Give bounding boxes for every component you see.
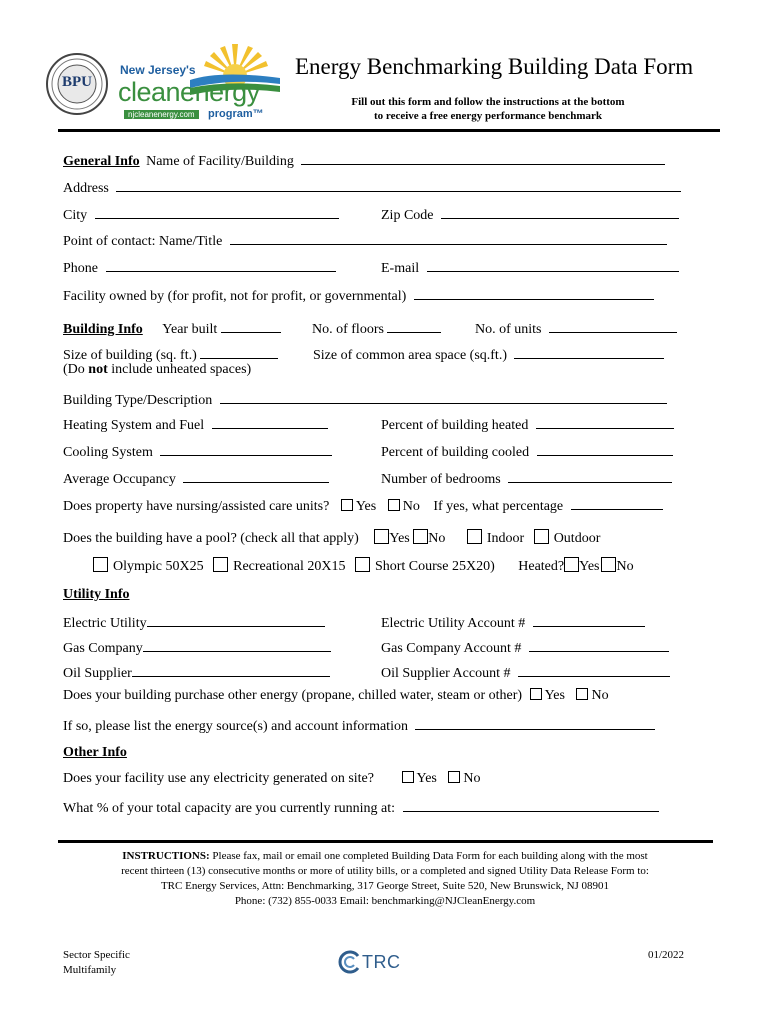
onsite-row [63,771,481,787]
occupancy-field[interactable] [183,468,329,483]
address-row [63,177,681,197]
oil-label: Oil Supplier [63,666,132,681]
zip-field[interactable] [441,204,679,219]
electric-row [63,612,325,632]
trc-logo-text: TRC [362,952,401,972]
size-field[interactable] [200,344,278,359]
year-built-label: Year built [162,322,218,337]
onsite-question: Does your facility use any electricity generated on site? [63,771,374,786]
bedrooms-row [381,468,672,488]
common-area-label: Size of common area space (sq.ft.) [313,348,507,363]
energy-source-label: If so, please list the energy source(s) and account information [63,719,408,734]
nursing-question: Does property have nursing/assisted care units? [63,499,330,514]
size-note-bold: not [88,362,108,377]
oil-row [63,662,330,682]
pool-outdoor-label: Outdoor [553,531,601,546]
heated-no-label: No [616,559,634,574]
electric-acct-field[interactable] [533,612,645,627]
nursing-percentage-field[interactable] [571,495,663,510]
email-label: E-mail [381,261,420,276]
size-note-pre: (Do [63,362,89,377]
recreational-label: Recreational 20X15 [233,559,346,574]
email-field[interactable] [427,257,679,272]
electric-field[interactable] [147,612,325,627]
phone-label: Phone [63,261,98,276]
units-label: No. of units [475,322,542,337]
other-energy-no-label: No [591,688,609,703]
common-area-field[interactable] [514,344,664,359]
cooling-label: Cooling System [63,445,153,460]
energy-source-row [63,715,655,735]
energy-source-field[interactable] [415,715,655,730]
capacity-row [63,797,659,817]
onsite-no-label: No [463,771,481,786]
instructions-divider [58,840,713,843]
bpu-seal-text: BPU [62,74,92,90]
utility-info-heading: Utility Info [63,587,130,602]
pool-indoor-label: Indoor [486,531,525,546]
gas-acct-label: Gas Company Account # [381,641,522,656]
footer-sector-line-2: Multifamily [63,964,117,976]
city-field[interactable] [95,204,339,219]
occupancy-label: Average Occupancy [63,472,176,487]
logo-new-jersey-text: New Jersey's [120,63,196,77]
gas-label: Gas Company [63,641,143,656]
pct-cooled-row [381,441,673,461]
contact-field[interactable] [230,230,667,245]
owned-field[interactable] [414,285,654,300]
heated-label: Heated? [518,559,565,574]
pct-heated-field[interactable] [536,414,674,429]
utility-heading-row [63,587,130,603]
subtitle-line-2: to receive a free energy performance benchmark [373,110,603,122]
bedrooms-field[interactable] [508,468,672,483]
heating-row [63,414,328,434]
building-info-heading: Building Info [63,322,143,337]
short-course-checkbox[interactable] [355,557,370,572]
footer-sector [63,948,130,978]
city-label: City [63,208,88,223]
pool-type-row [93,557,634,575]
floors-label: No. of floors [312,322,384,337]
floors-field[interactable] [387,318,441,333]
general-info-heading: General Info [63,154,140,169]
form-title: Energy Benchmarking Building Data Form [295,54,694,79]
type-row [63,389,667,409]
size-row [63,344,278,364]
floors-row [312,318,441,338]
address-field[interactable] [116,177,681,192]
bpu-seal-logo [46,53,108,115]
capacity-question: What % of your total capacity are you currently running at: [63,801,395,816]
njcleanenergy-logo [110,40,280,125]
oil-acct-label: Oil Supplier Account # [381,666,511,681]
cooling-field[interactable] [160,441,332,456]
pool-yes-checkbox[interactable] [374,529,389,544]
facility-name-label: Name of Facility/Building [146,154,294,169]
pool-no-label: No [428,531,446,546]
other-energy-yes-label: Yes [544,688,565,703]
gas-acct-field[interactable] [529,637,669,652]
other-energy-question: Does your building purchase other energy (propane, chilled water, steam or other) [63,688,523,703]
other-energy-no-checkbox[interactable] [576,688,588,700]
size-note-post: include unheated spaces) [107,362,252,377]
nursing-percentage-label: If yes, what percentage [433,499,564,514]
electric-acct-row [381,612,645,632]
heated-no-checkbox[interactable] [601,557,616,572]
olympic-checkbox[interactable] [93,557,108,572]
other-energy-yes-checkbox[interactable] [530,688,542,700]
facility-name-row [63,150,665,170]
instructions-line-1 [60,849,710,864]
year-built-field[interactable] [221,318,281,333]
footer-date: 01/2022 [648,949,685,961]
units-row [475,318,677,338]
nursing-no-checkbox[interactable] [388,499,400,511]
onsite-no-checkbox[interactable] [448,771,460,783]
nursing-yes-checkbox[interactable] [341,499,353,511]
other-info-heading: Other Info [63,745,127,760]
instructions-line-2: recent thirteen (13) consecutive months or more of utility bills, or a completed and signed Utility Data Release Form to: [121,865,649,877]
heating-field[interactable] [212,414,328,429]
zip-label: Zip Code [381,208,434,223]
pct-cooled-field[interactable] [537,441,673,456]
type-field[interactable] [220,389,667,404]
recreational-checkbox[interactable] [213,557,228,572]
contact-row [63,230,667,250]
bedrooms-label: Number of bedrooms [381,472,501,487]
owned-row [63,285,654,305]
gas-row [63,637,331,657]
logo-program-text: program™ [208,108,264,120]
form-subtitle [333,95,643,123]
oil-acct-row [381,662,670,682]
building-info-row [63,318,281,338]
pool-question: Does the building have a pool? (check all that apply) [63,531,359,546]
logo-url-text: njcleanenergy.com [124,110,199,119]
gas-field[interactable] [143,637,331,652]
email-row [381,257,679,277]
instructions-text-1: Please fax, mail or email one completed Building Data Form for each building along with the most [209,850,648,862]
owned-label: Facility owned by (for profit, not for profit, or governmental) [63,289,407,304]
nursing-no-label: No [402,499,420,514]
instructions-line-3: TRC Energy Services, Attn: Benchmarking, 317 George Street, Suite 520, New Brunswick, NJ 08901 [160,880,610,892]
instructions-block [60,849,710,909]
footer-sector-line-1: Sector Specific [63,949,130,961]
pool-outdoor-checkbox[interactable] [534,529,549,544]
oil-field[interactable] [132,662,330,677]
heated-yes-checkbox[interactable] [564,557,579,572]
olympic-label: Olympic 50X25 [113,559,204,574]
nursing-yes-label: Yes [355,499,377,514]
pool-yes-label: Yes [389,531,410,546]
instructions-line-4: Phone: (732) 855-0033 Email: benchmarking@NJCleanEnergy.com [234,895,536,907]
pool-row [63,529,600,547]
common-area-row [313,344,664,364]
pct-heated-label: Percent of building heated [381,418,529,433]
size-note [63,362,251,378]
type-label: Building Type/Description [63,393,213,408]
onsite-yes-checkbox[interactable] [402,771,414,783]
facility-name-field[interactable] [301,150,665,165]
heated-yes-label: Yes [579,559,600,574]
units-field[interactable] [549,318,677,333]
subtitle-line-1: Fill out this form and follow the instructions at the bottom [351,96,625,108]
oil-acct-field[interactable] [518,662,670,677]
header-divider [58,129,720,132]
cooling-row [63,441,332,461]
city-row [63,204,339,224]
onsite-yes-label: Yes [416,771,437,786]
nursing-row [63,495,663,515]
size-label: Size of building (sq. ft.) [63,348,197,363]
pool-no-checkbox[interactable] [413,529,428,544]
logo-cleanenergy-text: cleanenergy [118,77,260,107]
phone-field[interactable] [106,257,336,272]
contact-label: Point of contact: Name/Title [63,234,223,249]
other-energy-row [63,688,609,704]
heating-label: Heating System and Fuel [63,418,205,433]
electric-acct-label: Electric Utility Account # [381,616,526,631]
phone-row [63,257,336,277]
pct-cooled-label: Percent of building cooled [381,445,530,460]
address-label: Address [63,181,109,196]
pool-indoor-checkbox[interactable] [467,529,482,544]
short-course-label: Short Course 25X20) [374,559,495,574]
other-heading-row [63,745,127,761]
pct-heated-row [381,414,674,434]
occupancy-row [63,468,329,488]
gas-acct-row [381,637,669,657]
electric-label: Electric Utility [63,616,147,631]
zip-row [381,204,679,224]
instructions-label: INSTRUCTIONS: [122,850,210,862]
capacity-field[interactable] [403,797,659,812]
